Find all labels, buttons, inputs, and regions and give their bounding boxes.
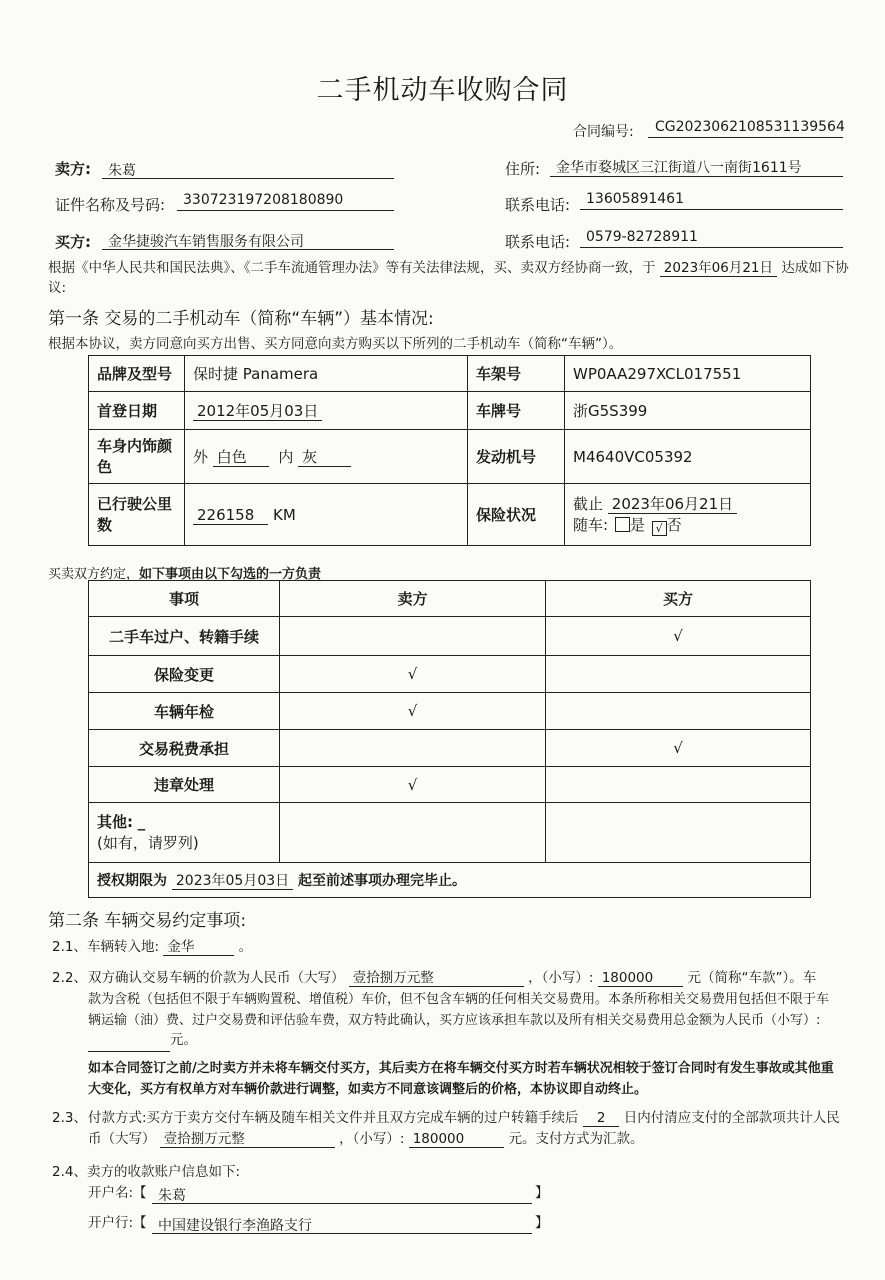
intro-date: 2023年06月21日 — [660, 260, 777, 277]
clause-2-3-line2: 币（大写） 壹拾捌万元整 ，（小写）: 180000 元。支付方式为汇款。 — [88, 1131, 644, 1147]
account-name-value: 朱葛 — [158, 1188, 186, 1204]
buyer-phone-underline — [580, 247, 843, 248]
article1-desc: 根据本协议，卖方同意向买方出售、买方同意向卖方购买以下所列的二手机动车（简称“车辆”）。 — [48, 336, 623, 352]
clause-2-4: 2.4、卖方的收款账户信息如下: — [52, 1164, 241, 1180]
account-name-underline — [152, 1203, 532, 1204]
duties-intro: 买卖双方约定，如下事项由以下勾选的一方负责 — [48, 567, 322, 582]
contract-no-label: 合同编号: — [573, 124, 634, 140]
clause-2-2-line4: 元。 — [88, 1030, 197, 1052]
id-label: 证件名称及号码: — [55, 196, 166, 214]
duty-buyer-check: √ — [546, 730, 811, 767]
engine-value: M4640VC05392 — [565, 430, 811, 484]
bold-clause-line1: 如本合同签订之前/之时卖方并未将车辆交付买方，其后卖方在将车辆交付买方时若车辆状况相较于签订合同时有发生事故或其他重 — [88, 1061, 834, 1076]
reg-date-cell — [185, 392, 468, 430]
article2-heading: 第二条 车辆交易约定事项: — [48, 911, 247, 931]
duty-item: 车辆年检 — [89, 693, 280, 730]
mileage-label: 已行驶公里数 — [89, 484, 185, 546]
contract-no-underline — [648, 137, 843, 138]
duty-buyer-check — [546, 767, 811, 803]
duty-seller-check: √ — [280, 656, 546, 693]
duty-seller-check — [280, 617, 546, 656]
account-name-row: 开户名:【 — [88, 1185, 147, 1201]
duty-item: 交易税费承担 — [89, 730, 280, 767]
address-label: 住所: — [505, 160, 541, 178]
mileage-unit: KM — [273, 505, 296, 524]
clause-2-2-line1: 双方确认交易车辆的价款为人民币（大写） 壹拾捌万元整 ，（小写）: 180000 元（简称“车款”）。车 — [88, 970, 817, 986]
auth-period: 授权期限为 2023年05月03日 起至前述事项办理完毕止。 — [89, 863, 811, 898]
duty-item: 二手车过户、转籍手续 — [89, 617, 280, 656]
account-bank-underline — [152, 1233, 532, 1234]
insurance-date: 2023年06月21日 — [608, 495, 737, 514]
brand-value: 保时捷 Panamera — [185, 356, 468, 392]
mileage-value: 226158 — [193, 506, 268, 525]
intro-line2: 议: — [48, 280, 67, 296]
duty-buyer-check — [546, 656, 811, 693]
other-cell: 其他: _ (如有，请罗列) — [89, 803, 280, 863]
contract-no-value: CG2023062108531139564 — [655, 119, 845, 135]
color-cell: 外 白色 内 灰 — [185, 430, 468, 484]
seller-phone-underline — [580, 209, 843, 210]
account-name-bracket: 】 — [535, 1185, 549, 1201]
seller-underline — [102, 178, 394, 179]
mileage-cell — [185, 484, 468, 546]
payment-lower: 180000 — [409, 1131, 505, 1148]
id-value: 330723197208180890 — [183, 192, 344, 208]
clause-2-2-line3: 辆运输（油）费、过户交易费和评估验车费，双方特此确认，买方应该承担车款以及所有相关交易费用总金额为人民币（小写）: — [88, 1013, 821, 1028]
payment-upper: 壹拾捌万元整 — [160, 1131, 335, 1148]
insurance-cell: 截止 2023年06月21日 随车: 是 √ 否 — [565, 484, 811, 546]
clause-2-2-num: 2.2、 — [52, 970, 87, 986]
address-underline — [550, 176, 843, 177]
duty-buyer-check — [546, 693, 811, 730]
insurance-label: 保险状况 — [468, 484, 565, 546]
seller-phone-label: 联系电话: — [505, 196, 571, 214]
address-value: 金华市婺城区三江街道八一南街1611号 — [556, 160, 802, 176]
color-label: 车身内饰颜色 — [89, 430, 185, 484]
article1-heading: 第一条 交易的二手机动车（简称“车辆”）基本情况: — [48, 309, 434, 329]
duties-header-buyer: 买方 — [546, 581, 811, 617]
buyer-value: 金华捷骏汽车销售服务有限公司 — [108, 234, 304, 250]
seller-label: 卖方: — [55, 160, 91, 178]
clause-2-2-line2: 款为含税（包括但不限于车辆购置税、增值税）车价，但不包含车辆的任何相关交易费用。本条所称相关交易费用包括但不限于车 — [88, 992, 830, 1007]
plate-value: 浙G5S399 — [565, 392, 811, 430]
account-bank-row: 开户行:【 — [88, 1215, 147, 1231]
account-bank-value: 中国建设银行李渔路支行 — [158, 1218, 312, 1234]
clause-2-3-line1: 付款方式:买方于卖方交付车辆及随车相关文件并且双方完成车辆的过户转籍手续后 2 日内付清应支付的全部款项共计人民 — [88, 1110, 840, 1126]
clause-2-1: 2.1、车辆转入地: 金华 。 — [52, 939, 253, 955]
duty-seller-check: √ — [280, 767, 546, 803]
no-checkbox[interactable]: √ — [652, 521, 667, 536]
account-bank-bracket: 】 — [535, 1215, 549, 1231]
int-color-value: 灰 — [298, 448, 351, 467]
plate-label: 车牌号 — [468, 392, 565, 430]
buyer-phone-label: 联系电话: — [505, 233, 571, 251]
other-value: _ — [137, 812, 146, 831]
auth-date: 2023年05月03日 — [172, 873, 293, 890]
other-note: (如有，请罗列) — [97, 833, 199, 852]
duties-header-item: 事项 — [89, 581, 280, 617]
reg-date-value: 2012年05月03日 — [193, 402, 322, 421]
intro-line1: 根据《中华人民共和国民法典》、《二手车流通管理办法》等有关法律法规，买、卖双方经协商一致，于 2023年06月21日 达成如下协 — [48, 260, 849, 276]
seller-value: 朱葛 — [108, 163, 136, 179]
buyer-underline — [102, 249, 394, 250]
id-underline — [177, 210, 394, 211]
engine-label: 发动机号 — [468, 430, 565, 484]
total-amount-blank — [88, 1030, 170, 1052]
contract-title: 二手机动车收购合同 — [316, 75, 569, 106]
duties-table — [88, 580, 811, 898]
price-lower: 180000 — [598, 970, 684, 987]
clause-2-3-num: 2.3、 — [52, 1110, 87, 1126]
price-upper: 壹拾捌万元整 — [349, 970, 524, 987]
vin-label: 车架号 — [468, 356, 565, 392]
duty-buyer-check: √ — [546, 617, 811, 656]
seller-phone-value: 13605891461 — [586, 191, 684, 207]
duty-item: 保险变更 — [89, 656, 280, 693]
duty-seller-check: √ — [280, 693, 546, 730]
brand-label: 品牌及型号 — [89, 356, 185, 392]
duty-seller-check — [280, 730, 546, 767]
vehicle-table — [88, 355, 811, 546]
buyer-phone-value: 0579-82728911 — [586, 229, 698, 245]
bold-clause-line2: 大变化，买方有权单方对车辆价款进行调整，如卖方不同意该调整后的价格，本协议即自动终止。 — [88, 1082, 648, 1097]
payment-days: 2 — [583, 1110, 620, 1127]
ext-color-value: 白色 — [213, 448, 269, 467]
duty-item: 违章处理 — [89, 767, 280, 803]
vin-value: WP0AA297XCL017551 — [565, 356, 811, 392]
duties-header-seller: 卖方 — [280, 581, 546, 617]
buyer-label: 买方: — [55, 233, 91, 251]
reg-date-label: 首登日期 — [89, 392, 185, 430]
transfer-city: 金华 — [163, 939, 234, 956]
yes-checkbox[interactable] — [615, 517, 630, 532]
